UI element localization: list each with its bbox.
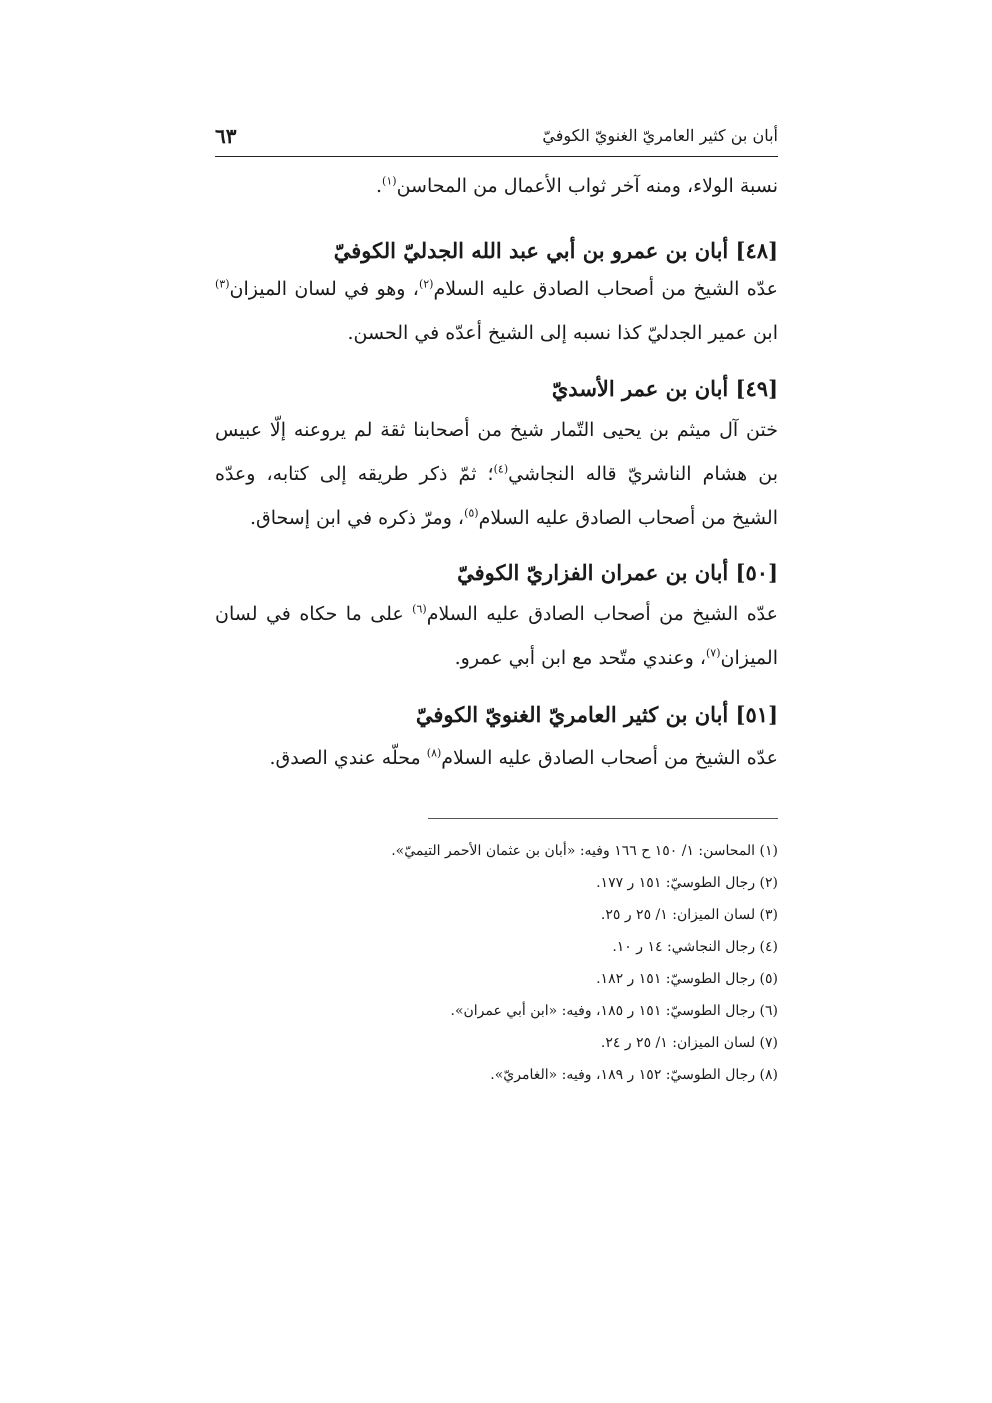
entry-heading-49: [٤٩] أبان بن عمر الأسديّ — [551, 376, 778, 401]
entry-text-part: ابن عمير الجدليّ كذا نسبه إلى الشيخ أعدّه في الحسن. — [347, 322, 778, 344]
footnote-ref: (٢) — [418, 277, 434, 291]
footnote-divider — [428, 818, 778, 819]
footnote-item: (٨) رجال الطوسيّ: ١٥٢ ر ١٨٩، وفيه: «الغامريّ». — [490, 1067, 778, 1083]
header-title: أبان بن كثير العامريّ الغنويّ الكوفيّ — [542, 126, 778, 145]
entry-text-part: محلّه عندي الصدق. — [269, 747, 427, 769]
entry-heading-51: [٥١] أبان بن كثير العامريّ الغنويّ الكوفيّ — [415, 702, 778, 727]
entry-text-51 — [215, 736, 778, 780]
entry-text-part: ، وهو في لسان الميزان — [229, 278, 419, 300]
footnote-ref: (٨) — [426, 746, 442, 760]
entry-text-50 — [215, 592, 778, 680]
entry-text-part: ، ومرّ ذكره في ابن إسحاق. — [249, 507, 465, 529]
footnote-ref: (٣) — [215, 277, 230, 291]
entry-text-part: ؛ ثمّ ذكر طريقه إلى كتابه، وعدّه الشيخ من أصحاب الصادق عليه السلام — [215, 463, 778, 529]
entry-text-49 — [215, 408, 778, 540]
footnote-ref: (٤) — [493, 462, 509, 476]
footnote-ref: (٥) — [464, 506, 479, 520]
footnote-ref: (٧) — [705, 646, 721, 660]
footnote-item: (١) المحاسن: ١/ ١٥٠ ح ١٦٦ وفيه: «أبان بن عثمان الأحمر التيميّ». — [391, 843, 778, 859]
entry-text-part: عدّه الشيخ من أصحاب الصادق عليه السلام — [441, 747, 778, 769]
intro-end: . — [376, 175, 383, 197]
footnote-ref: (٦) — [412, 602, 427, 616]
entry-text-part: ختن آل ميثم بن يحيى التّمار شيخ من أصحابنا ثقة لم يروعنه إلّا عبيس بن هشام الناشريّ قاله النجاشي — [215, 419, 778, 485]
page-number: ٦٣ — [215, 124, 237, 148]
footnote-item: (٧) لسان الميزان: ١/ ٢٥ ر ٢٤. — [600, 1035, 778, 1051]
entry-text-part: عدّه الشيخ من أصحاب الصادق عليه السلام — [426, 603, 778, 625]
footnote-item: (٣) لسان الميزان: ١/ ٢٥ ر ٢٥. — [600, 907, 778, 923]
entry-heading-48: [٤٨] أبان بن عمرو بن أبي عبد الله الجدليّ الكوفيّ — [333, 238, 778, 263]
intro-paragraph — [215, 164, 778, 208]
footnote-item: (٦) رجال الطوسيّ: ١٥١ ر ١٨٥، وفيه: «ابن أبي عمران». — [450, 1003, 778, 1019]
entry-heading-50: [٥٠] أبان بن عمران الفزاريّ الكوفيّ — [457, 560, 778, 585]
entry-text-part: على ما حكاه في لسان الميزان — [215, 603, 778, 669]
footnote-item: (٤) رجال النجاشي: ١٤ ر ١٠. — [612, 939, 778, 955]
running-header — [215, 118, 778, 157]
entry-text-48 — [215, 267, 778, 355]
footnotes-list — [215, 835, 778, 1091]
footnote-item: (٥) رجال الطوسيّ: ١٥١ ر ١٨٢. — [596, 971, 778, 987]
footnote-ref: (١) — [382, 174, 397, 188]
intro-text: نسبة الولاء، ومنه آخر ثواب الأعمال من المحاسن — [396, 175, 778, 197]
entry-text-part: ، وعندي متّحد مع ابن أبي عمرو. — [454, 647, 706, 669]
entry-text-part: عدّه الشيخ من أصحاب الصادق عليه السلام — [433, 278, 778, 300]
footnote-item: (٢) رجال الطوسيّ: ١٥١ ر ١٧٧. — [596, 875, 778, 891]
